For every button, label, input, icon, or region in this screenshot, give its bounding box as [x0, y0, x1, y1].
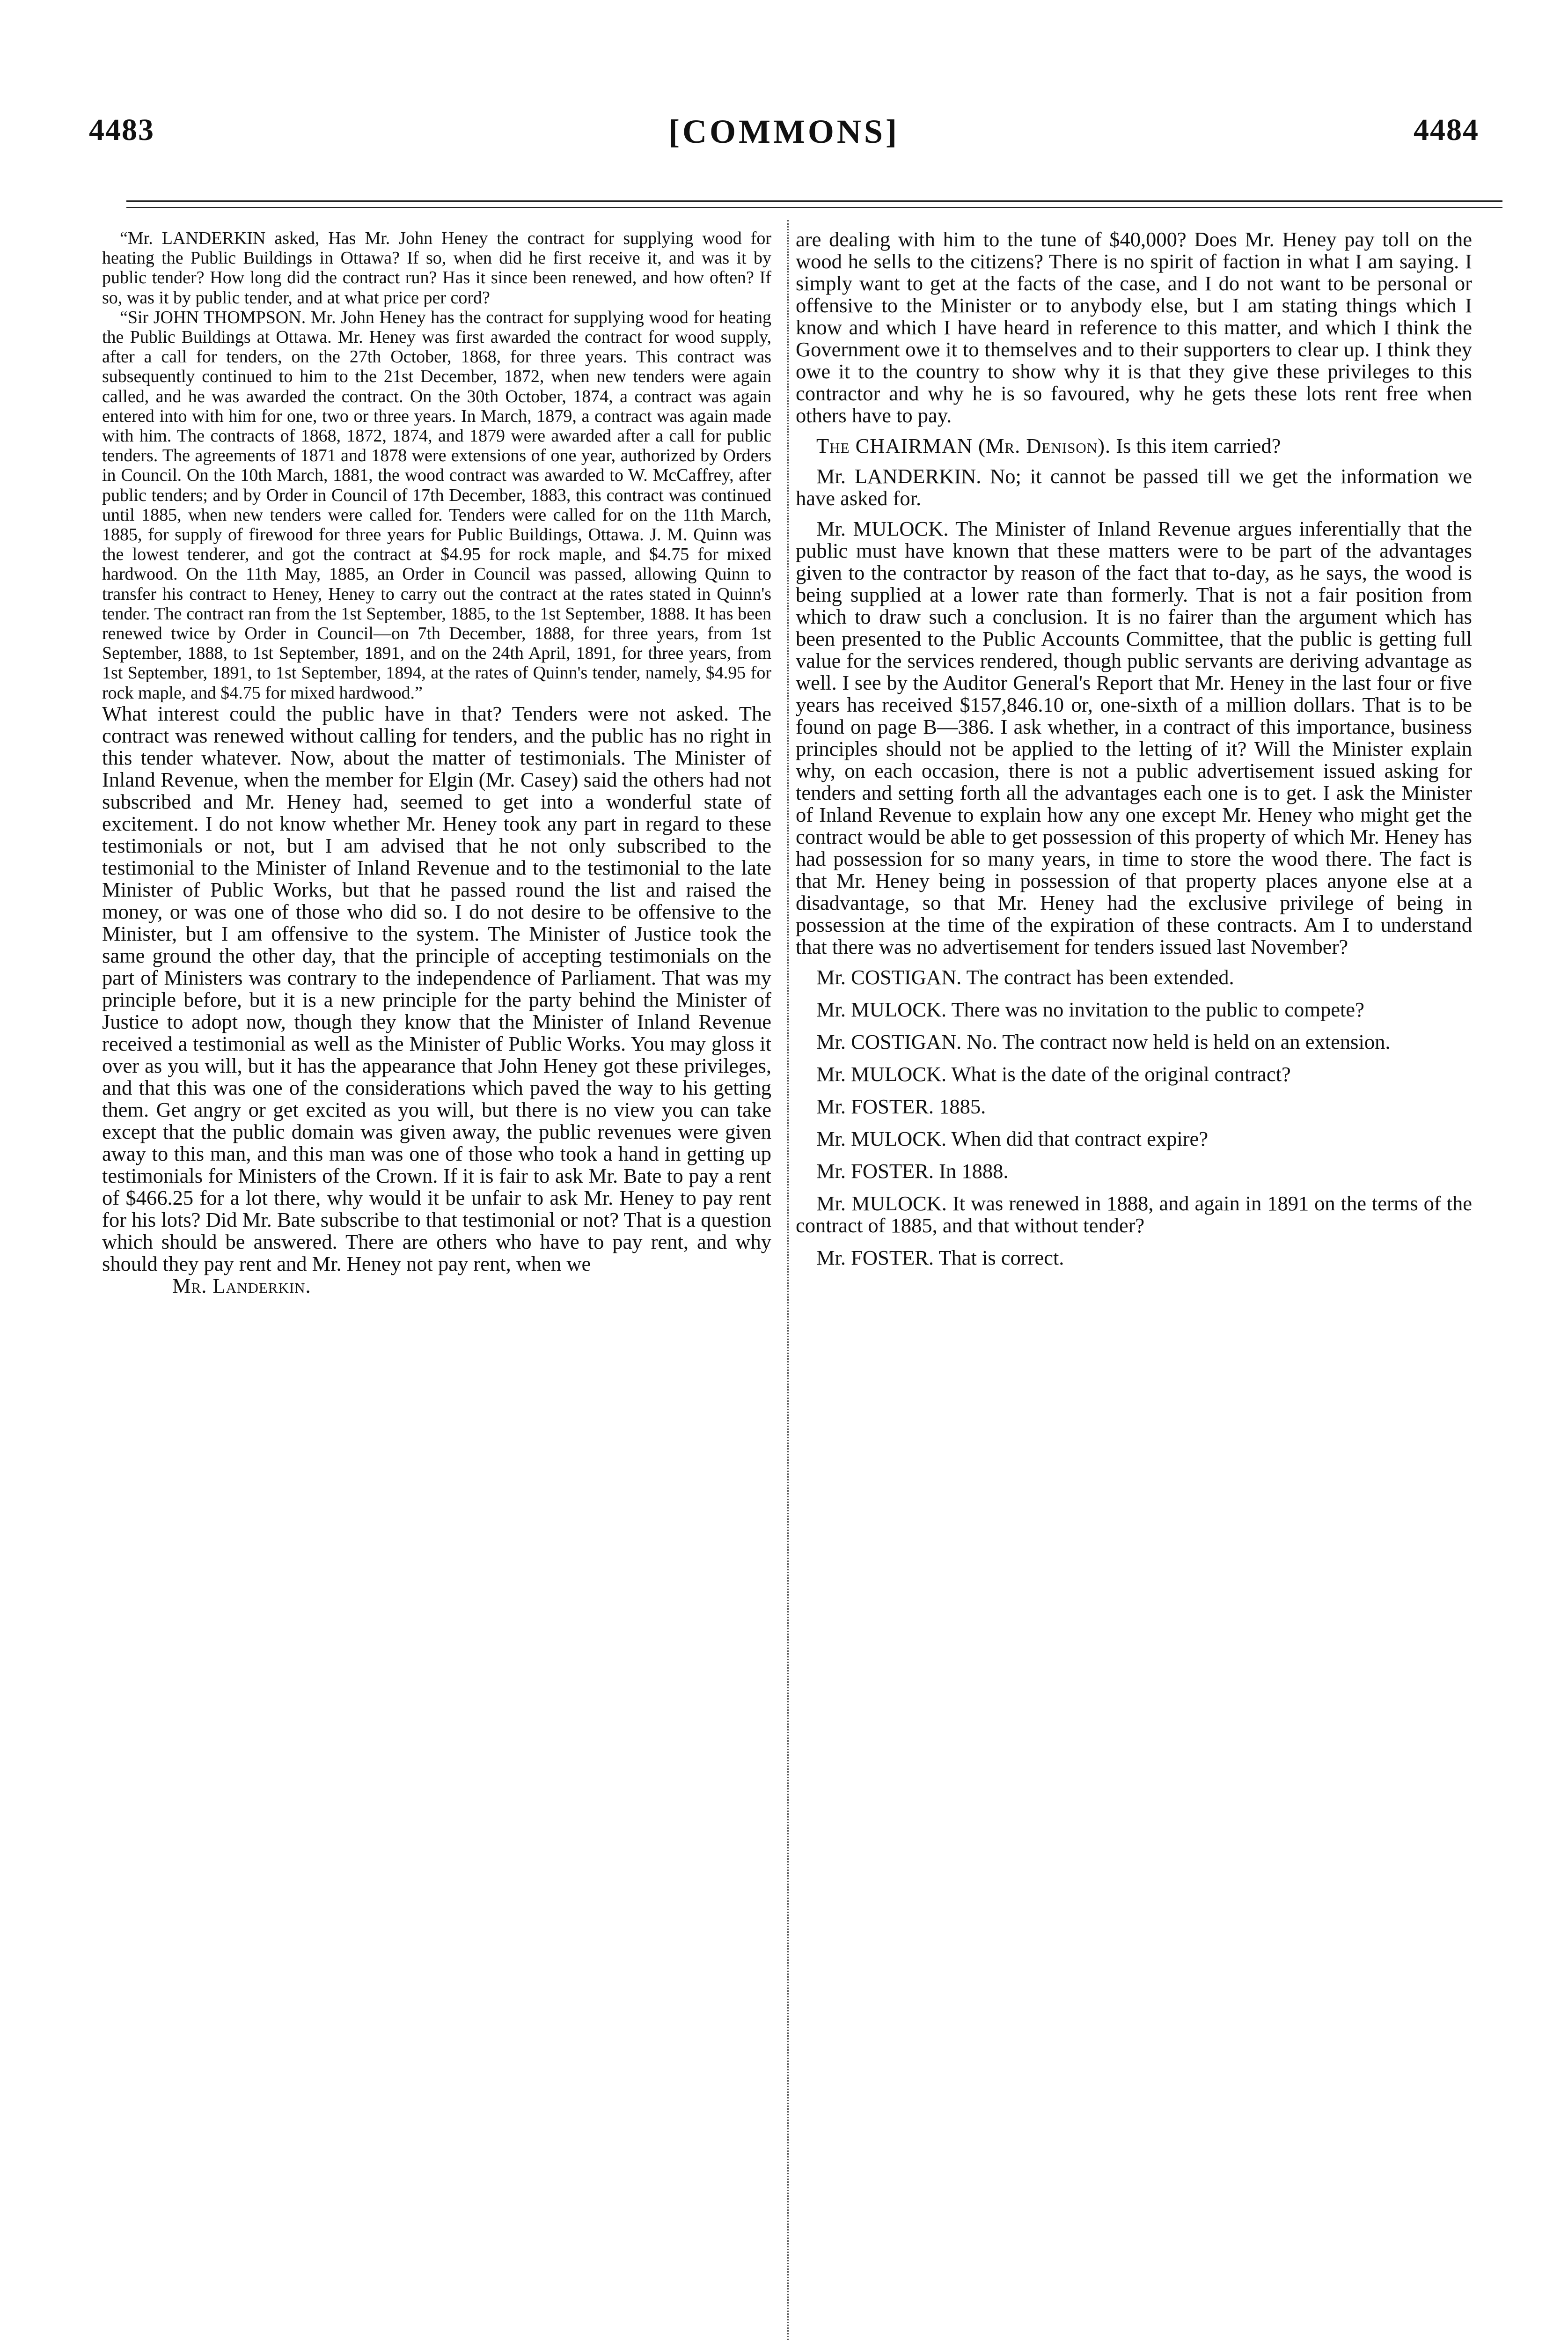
page-number-left: 4483 — [89, 113, 154, 147]
speech-text: What is the date of the original contract? — [951, 1062, 1291, 1086]
speech-text: The contract has been extended. — [966, 965, 1234, 989]
page-number-right: 4484 — [1414, 113, 1479, 147]
speech-text: There was no invitation to the public to compete? — [951, 998, 1364, 1021]
speech-text: Is this item carried? — [1116, 434, 1281, 457]
speech-text: No. The contract now held is held on an extension. — [967, 1030, 1391, 1053]
header-rule-bottom — [126, 207, 1502, 208]
speaker-name: Mr. MULOCK. — [816, 1127, 947, 1150]
speech-text: It was renewed in 1888, and again in 1891 on the terms of the contract of 1885, and that without tender? — [796, 1192, 1472, 1237]
header-rule-top — [126, 200, 1502, 202]
speech-paragraph-continued: are dealing with him to the tune of $40,000? Does Mr. Heney pay toll on the wood he sells to the citizens? There is no spirit of faction in what I am saying. I simply want to get at the facts of the case, and I do not want to be personal or offensive to the Minister or to anybody else, but I am stating things which I know and which I have heard in reference to this matter, and which I think the Government owe it to themselves and to their supporters to clear up. I think they owe it to the country to show why it is that they give these privileges to this contractor and why he is so favoured, why he gets these lots rent free when others have to pay. — [796, 228, 1472, 427]
speech-costigan-1 — [796, 966, 1472, 988]
column-divider — [787, 220, 789, 2341]
speaker-name: Mr. FOSTER. — [816, 1246, 934, 1269]
speaker-name: Mr. FOSTER. — [816, 1159, 934, 1183]
speech-text: No; it cannot be passed till we get the information we have asked for. — [796, 464, 1472, 510]
speech-mulock-5 — [796, 1193, 1472, 1237]
left-column — [102, 228, 771, 2341]
speech-foster-1 — [796, 1096, 1472, 1118]
speech-text: 1885. — [939, 1095, 986, 1118]
speaker-name: Mr. LANDERKIN. — [816, 464, 982, 488]
speech-landerkin — [796, 465, 1472, 509]
speech-text: When did that contract expire? — [951, 1127, 1209, 1150]
page-header — [0, 0, 1568, 197]
speaker-name: Mr. MULOCK. — [816, 998, 947, 1021]
speech-mulock-4 — [796, 1128, 1472, 1150]
running-title: [COMMONS] — [668, 113, 900, 150]
speaker-name: Mr. COSTIGAN. — [816, 1030, 962, 1053]
speech-paragraph: What interest could the public have in that? Tenders were not asked. The contract was renewed without calling for tenders, and the public has no right in this tender whatever. Now, about the matter of testimonials. The Minister of Inland Revenue, when the member for Elgin (Mr. Casey) said the others had not subscribed and Mr. Heney had, seemed to get into a wonderful state of excitement. I do not know whether Mr. Heney took any part in regard to these testimonials or not, but I am advised that he not only subscribed to the testimonial to the Minister of Inland Revenue and to the testimonial to the late Minister of Public Works, but that he passed round the list and raised the money, or was one of those who did so. I do not desire to be offensive to the Minister, but I am offensive to the system. The Minister of Justice took the same ground the other day, that the principle of accepting testimonials on the part of Ministers was contrary to the independence of Parliament. That was my principle before, but it is a new principle for the party behind the Minister of Justice to adopt now, though they know that the Minister of Inland Revenue received a testimonial as well as the Minister of Public Works. You may gloss it over as you will, but it has the appearance that John Heney got these privileges, and that this was one of the considerations which paved the way to his getting them. Get angry or get excited as you will, but there is no view you can take except that the public domain was given away, the public revenues were given away to this man, and this man was one of those who took a hand in getting up testimonials for Ministers of the Crown. If it is fair to ask Mr. Bate to pay a rent of $466.25 for a lot there, why would it be unfair to ask Mr. Heney to pay rent for his lots? Did Mr. Bate subscribe to that testimonial or not? That is a question which should be answered. There are others who have to pay rent, and why should they pay rent and Mr. Heney not pay rent, when we — [102, 701, 771, 1275]
speaker-name: Mr. MULOCK. — [816, 1062, 947, 1086]
speech-mulock-3 — [796, 1063, 1472, 1085]
speaker-name: Mr. FOSTER. — [816, 1095, 934, 1118]
speech-foster-2 — [796, 1160, 1472, 1182]
right-column — [796, 228, 1472, 2341]
speaker-name: Mr. COSTIGAN. — [816, 965, 962, 989]
running-speaker-signature: Mr. Landerkin. — [172, 1274, 311, 1297]
quoted-question: “Mr. LANDERKIN asked, Has Mr. John Heney the contract for supplying wood for heating the Public Buildings in Ottawa? If so, when did he first receive it, and was it by public tender? How long did the contract run? Has it since been renewed, and how often? If so, was it by public tender, and at what price per cord? — [102, 228, 771, 308]
speech-text: The Minister of Inland Revenue argues inferentially that the public must have known that these matters were to be part of the advantages given to the contractor by reason of the fact that to-day, as he says, the wood is being supplied at a lower rate than formerly. That is not a fair position from which to draw such a conclusion. It is no fairer than the argument which has been presented to the Public Accounts Committee, that the public is getting full value for the services rendered, though public servants are deriving advantage as well. I see by the Auditor General's Report that Mr. Heney in the last four or five years has received $157,846.10 or, one-sixth of a million dollars. That is to be found on page B—386. I ask whether, in a contract of this importance, business principles should not be applied to the letting of it? Will the Minister explain why, on each occasion, there is not a public advertisement issued asking for tenders and setting forth all the advantages each one is to get. I ask the Minister of Inland Revenue to explain how any one except Mr. Heney who might get the contract would be able to get possession of this property of which Mr. Heney has had possession for so many years, in time to store the wood there. The fact is that Mr. Heney being in possession of that property places anyone else at a disadvantage, so that Mr. Heney had the exclusive privilege of being in possession at the time of the expiration of these contracts. Am I to understand that there was no advertisement for tenders issued last November? — [796, 517, 1472, 958]
speech-foster-3 — [796, 1247, 1472, 1269]
speech-costigan-2 — [796, 1031, 1472, 1053]
speaker-name: The CHAIRMAN (Mr. Denison). — [816, 434, 1111, 457]
speech-mulock-2 — [796, 999, 1472, 1021]
speech-chairman — [796, 435, 1472, 457]
speaker-name: Mr. MULOCK. — [816, 1192, 947, 1215]
speech-text: That is correct. — [938, 1246, 1064, 1269]
quoted-answer: “Sir JOHN THOMPSON. Mr. John Heney has the contract for supplying wood for heating the Public Buildings at Ottawa. Mr. Heney was first awarded the contract for wood supply, after a call for tenders, on the 27th October, 1868, for three years. This contract was subsequently continued to him to the 21st December, 1872, when new tenders were again called, and he was awarded the contract. On the 30th October, 1874, a contract was again entered into with him for one, two or three years. In March, 1879, a contract was again made with him. The contracts of 1868, 1872, 1874, and 1879 were awarded after a call for public tenders. The agreements of 1871 and 1878 were extensions of one year, authorized by Orders in Council. On the 10th March, 1881, the wood contract was awarded to W. McCaffrey, after public tenders; and by Order in Council of 17th December, 1883, this contract was continued until 1885, when new tenders were called for. Tenders were called for on the 11th March, 1885, for supply of firewood for three years for Public Buildings, Ottawa. J. M. Quinn was the lowest tenderer, and got the contract at $4.95 for rock maple, and $4.75 for mixed hardwood. On the 11th May, 1885, an Order in Council was passed, allowing Quinn to transfer his contract to Heney, Heney to carry out the contract at the rates stated in Quinn's tender. The contract ran from the 1st September, 1885, to the 1st September, 1888. It has been renewed twice by Order in Council—on 7th December, 1888, for three years, from 1st September, 1888, to 1st September, 1891, and on the 24th April, 1891, for three years, from 1st September, 1891, to 1st September, 1894, at the rates of Quinn's tender, namely, $4.95 for rock maple, and $4.75 for mixed hardwood.” — [102, 307, 771, 703]
speaker-name: Mr. MULOCK. — [816, 517, 949, 540]
speech-mulock-1 — [796, 518, 1472, 958]
speech-text: In 1888. — [939, 1159, 1009, 1183]
